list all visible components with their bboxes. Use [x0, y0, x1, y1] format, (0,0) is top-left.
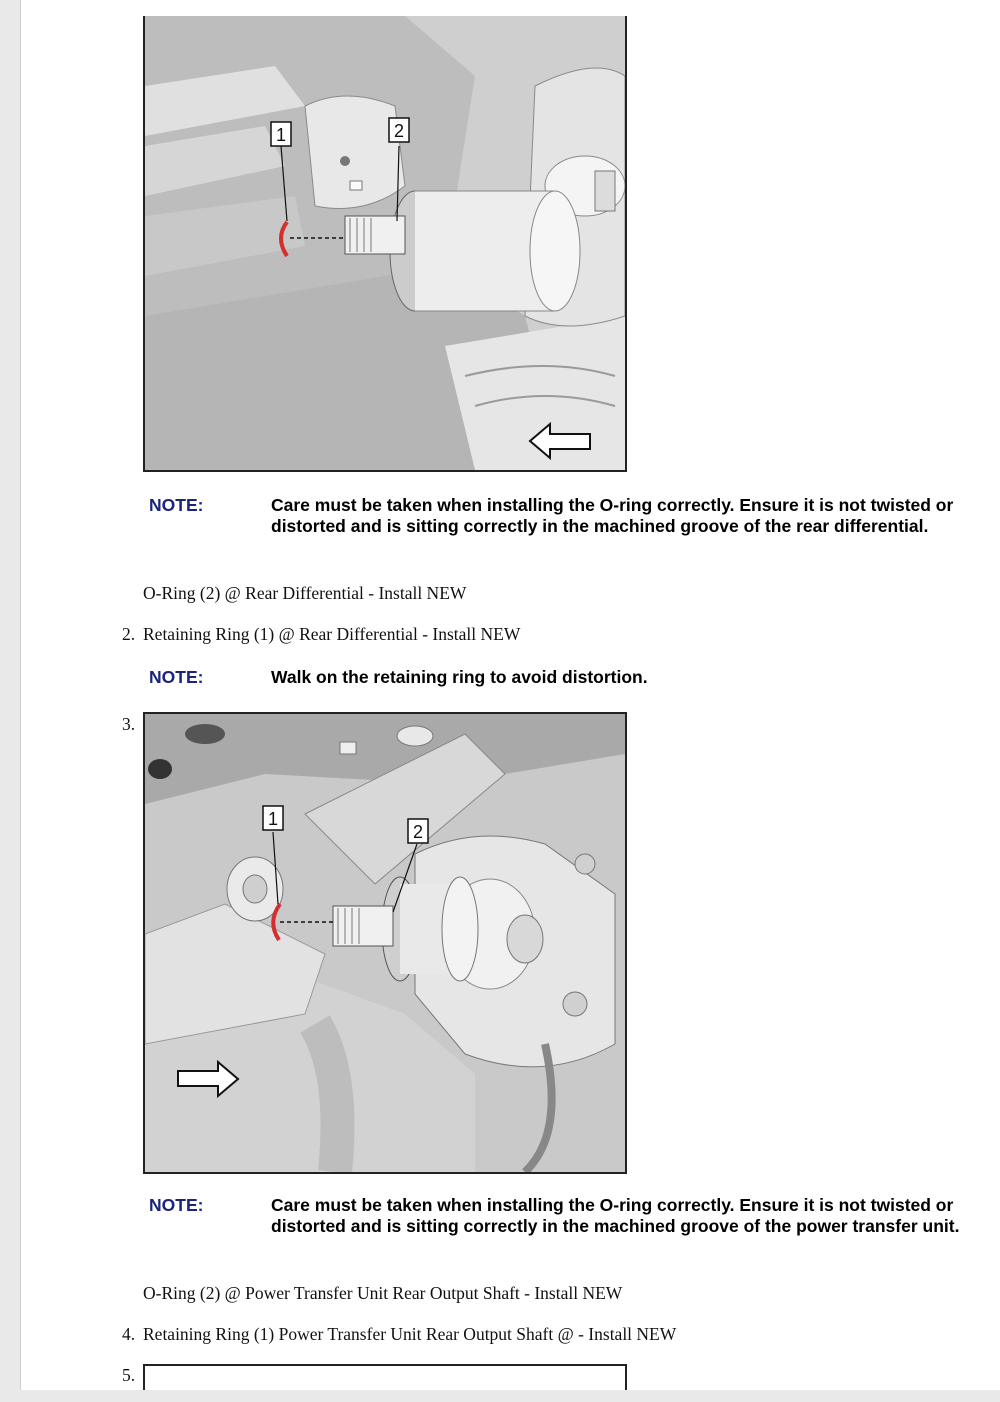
callout-label-2: 2 [393, 121, 405, 141]
rear-differential-illustration [145, 16, 625, 470]
step-number-4: 4. [122, 1324, 136, 1344]
step-number-2: 2. [122, 624, 136, 644]
callout-label-1: 1 [275, 125, 287, 145]
step-number-5: 5. [122, 1365, 136, 1385]
step-2-text: Retaining Ring (1) @ Rear Differential - Install NEW [143, 624, 521, 644]
note-rear-differential [149, 495, 989, 537]
power-transfer-unit-illustration [145, 714, 625, 1172]
step-4-text: Retaining Ring (1) Power Transfer Unit Rear Output Shaft @ - Install NEW [143, 1324, 677, 1344]
note-label: NOTE: [149, 1195, 204, 1215]
note-text: Care must be taken when installing the O-ring correctly. Ensure it is not twisted or distorted and is sitting correctly in the machined groove of the power transfer unit. [271, 1195, 960, 1236]
note-power-transfer-unit [149, 1195, 989, 1237]
figure-power-transfer-unit [143, 712, 627, 1174]
figure-step-5-partial [143, 1364, 627, 1390]
note-label: NOTE: [149, 667, 204, 687]
note-walk-on-ring [149, 667, 989, 688]
step-oring-ptu: O-Ring (2) @ Power Transfer Unit Rear Output Shaft - Install NEW [143, 1283, 623, 1303]
callout-label-2: 2 [412, 822, 424, 842]
note-text: Care must be taken when installing the O-ring correctly. Ensure it is not twisted or distorted and is sitting correctly in the machined groove of the rear differential. [271, 495, 954, 536]
document-page [20, 0, 1000, 1390]
note-text: Walk on the retaining ring to avoid distortion. [271, 667, 648, 687]
figure-rear-differential [143, 16, 627, 472]
step-number-3: 3. [122, 714, 136, 734]
step-oring-rear-differential: O-Ring (2) @ Rear Differential - Install NEW [143, 583, 467, 603]
note-label: NOTE: [149, 495, 204, 515]
callout-label-1: 1 [267, 809, 279, 829]
